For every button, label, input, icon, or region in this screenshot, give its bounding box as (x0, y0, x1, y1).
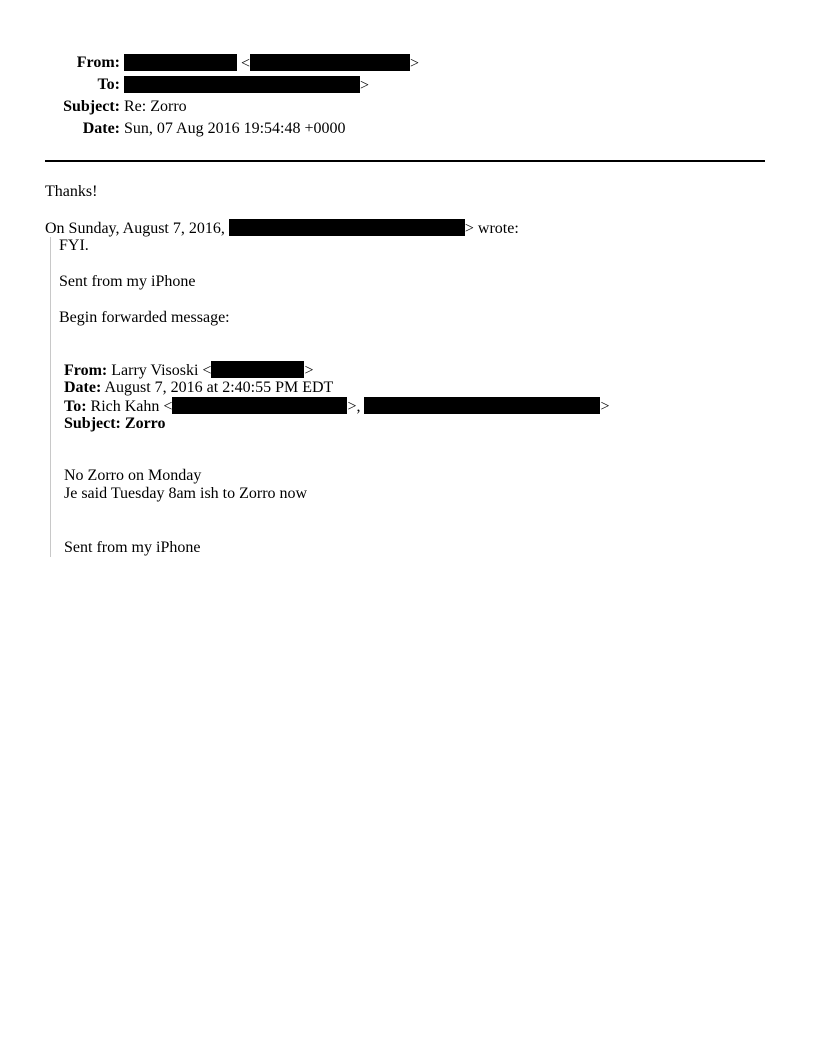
fwd-to (64, 397, 610, 416)
date-label: Date: (82, 120, 120, 137)
fwd-from-label: From: (64, 362, 108, 379)
fwd-signature: Sent from my iPhone (64, 539, 201, 556)
fwd-from-value: Larry Visoski < (111, 362, 212, 379)
redaction-block (229, 219, 465, 236)
from-gt: > (410, 55, 420, 72)
redaction-block (364, 397, 600, 414)
attribution-suffix: > wrote: (464, 220, 519, 237)
to-value (124, 76, 369, 95)
fwd-date-value: August 7, 2016 at 2:40:55 PM EDT (104, 379, 334, 396)
quote-attribution (45, 219, 519, 238)
date-value: Sun, 07 Aug 2016 19:54:48 +0000 (124, 120, 346, 137)
fwd-to-sep: >, (347, 398, 361, 415)
forward-intro: Begin forwarded message: (59, 309, 230, 326)
fwd-date (64, 379, 333, 397)
redaction-block (124, 76, 360, 93)
fwd-subject-label: Subject: (64, 415, 121, 432)
fwd-to-gt: > (600, 398, 610, 415)
fwd-from-gt: > (304, 362, 314, 379)
fwd-subject-value: Zorro (124, 415, 166, 432)
to-gt: > (360, 77, 370, 94)
redaction-block (172, 397, 347, 414)
header-divider (45, 160, 765, 162)
fwd-date-label: Date: (64, 379, 102, 396)
fwd-to-value: Rich Kahn < (90, 398, 173, 415)
redaction-block (124, 54, 237, 71)
subject-value: Re: Zorro (124, 98, 187, 115)
quote-bar (50, 237, 51, 557)
quoted-signature: Sent from my iPhone (59, 273, 196, 290)
from-value (124, 54, 419, 73)
fwd-subject (64, 415, 165, 433)
fwd-body-line-1: No Zorro on Monday (64, 467, 202, 484)
redaction-block (211, 361, 304, 378)
redaction-block (250, 54, 410, 71)
reply-text: Thanks! (45, 183, 98, 200)
to-label: To: (97, 76, 120, 93)
attribution-prefix: On Sunday, August 7, 2016, (45, 220, 225, 237)
fwd-body-line-2: Je said Tuesday 8am ish to Zorro now (64, 485, 308, 502)
from-lt: < (241, 55, 251, 72)
subject-label: Subject: (63, 98, 120, 115)
fwd-to-label: To: (64, 398, 87, 415)
quoted-fyi: FYI. (59, 237, 89, 254)
from-label: From: (76, 54, 120, 71)
fwd-from (64, 361, 313, 380)
